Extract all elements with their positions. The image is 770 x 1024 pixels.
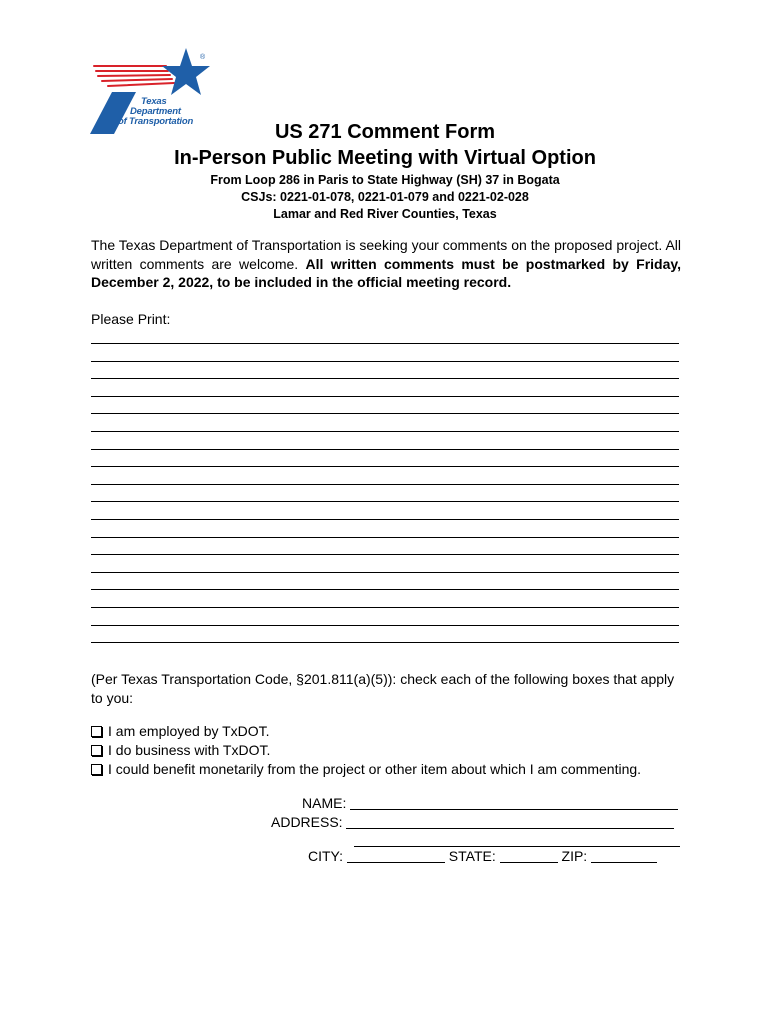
comment-line[interactable] [91,379,679,397]
state-input[interactable] [500,848,558,863]
comment-line[interactable] [91,555,679,573]
comment-line[interactable] [91,520,679,538]
zip-label: ZIP: [561,848,588,864]
form-title: US 271 Comment Form [274,121,496,143]
comment-line[interactable] [91,414,679,432]
comment-line[interactable] [91,450,679,468]
disclosure-text: (Per Texas Transportation Code, §201.811(a)(5)): check each of the following boxes that apply to you: [91,671,675,706]
name-label: NAME: [302,795,347,811]
logo-line-2: Department [130,106,181,117]
project-limits: From Loop 286 in Paris to State Highway (SH) 37 in Bogata [210,173,560,187]
zip-input[interactable] [591,848,657,863]
city-state-zip-field [308,848,657,864]
comment-line[interactable] [91,573,679,591]
speed-lines-icon [94,66,174,86]
logo-line-1: Texas [141,96,167,107]
address-label: ADDRESS: [271,814,343,830]
comment-line[interactable] [91,344,679,362]
option-label: I do business with TxDOT. [108,742,271,758]
checkbox-icon[interactable] [91,745,102,756]
city-label: CITY: [308,848,344,864]
address-line-2 [354,832,680,848]
comment-line[interactable] [91,608,679,626]
checkbox-icon[interactable] [91,726,102,737]
intro-text: The Texas Department of Transportation is seeking your comments on the proposed project. All written comments are welcome. [91,237,681,272]
name-input[interactable] [350,795,678,810]
comment-lines[interactable] [91,343,679,643]
comment-line[interactable] [91,485,679,503]
comment-line[interactable] [91,590,679,608]
state-label: STATE: [448,848,496,864]
please-print-label: Please Print: [91,311,171,327]
option-employed[interactable] [91,722,641,741]
name-field [302,795,678,811]
option-label: I am employed by TxDOT. [108,723,270,739]
option-benefit[interactable] [91,760,641,779]
address-field [271,814,674,830]
logo-line-3: of Transportation [118,116,194,127]
option-business[interactable] [91,741,641,760]
address-line-2-input[interactable] [354,832,680,847]
deadline-text: All written comments must be postmarked by Friday, December 2, 2022, to be included in the official meeting record. [91,255,682,290]
address-input[interactable] [346,814,674,829]
option-label: I could benefit monetarily from the project or other item about which I am commenting. [108,761,642,777]
comment-line[interactable] [91,538,679,556]
checkbox-icon[interactable] [91,764,102,775]
comment-line[interactable] [91,502,679,520]
intro-paragraph [91,236,681,292]
counties: Lamar and Red River Counties, Texas [273,207,497,221]
comment-line[interactable] [91,397,679,415]
disclosure-options [91,722,641,779]
comment-line[interactable] [91,626,679,644]
city-input[interactable] [347,848,445,863]
csj-numbers: CSJs: 0221-01-078, 0221-01-079 and 0221-02-028 [241,190,529,204]
comment-line[interactable] [91,432,679,450]
form-subtitle: In-Person Public Meeting with Virtual Option [174,147,596,169]
registered-mark: ® [200,54,206,61]
comment-line[interactable] [91,467,679,485]
comment-line[interactable] [91,362,679,380]
